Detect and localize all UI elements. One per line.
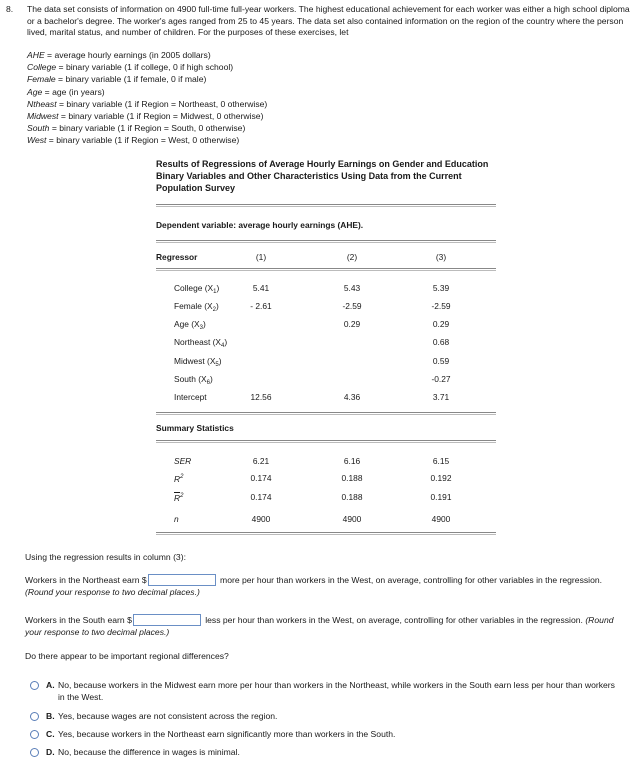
- divider: [156, 412, 496, 415]
- radio-c[interactable]: [30, 730, 39, 739]
- table-cell: 0.188: [341, 473, 363, 483]
- def-west: West = binary variable (1 if Region = West, 0 otherwise): [27, 135, 240, 146]
- option-letter: B.: [46, 711, 55, 721]
- table-cell: 0.29: [343, 319, 361, 329]
- table-cell: 3.71: [432, 392, 450, 402]
- row-label-female: Female $(X_2)$: [174, 301, 219, 313]
- table-cell: 0.191: [430, 492, 452, 502]
- divider: [156, 240, 496, 243]
- table-cell: 5.43: [343, 283, 361, 293]
- row-label-age: Age $(X_3)$: [174, 319, 206, 331]
- def-south: South = binary variable (1 if Region = South, 0 otherwise): [27, 123, 246, 134]
- table-cell: 0.188: [341, 492, 363, 502]
- radio-b[interactable]: [30, 712, 39, 721]
- question-intro: The data set consists of information on 4900 full-time full-year workers. The highest educational achievement for each worker was either a high school diploma or a bachelor's degree. The worker's ages ranged from 25 to 45 years. The data set also contained information on the region of the country where the person lived, marital status, and number of children. For the purposes of these exercises, let: [27, 4, 630, 38]
- column-header-3: (3): [435, 252, 447, 262]
- table-cell: 0.68: [432, 337, 450, 347]
- table-cell: 6.21: [252, 456, 270, 466]
- divider: [156, 204, 496, 207]
- option-text: Yes, because workers in the Northeast earn significantly more than workers in the South.: [58, 729, 396, 739]
- south-answer-input[interactable]: [133, 614, 201, 626]
- row-label-northeast: Northeast $(X_4)$: [174, 337, 228, 349]
- instruction-text: Using the regression results in column (3):: [25, 552, 186, 562]
- row-label-r-squared: $R^2$: [174, 474, 184, 484]
- table-cell: 6.15: [432, 456, 450, 466]
- row-label-intercept: Intercept: [174, 392, 207, 402]
- regressor-header: Regressor: [156, 252, 198, 262]
- table-cell: 5.39: [432, 283, 450, 293]
- question-northeast: Workers in the Northeast earn $ more per hour than workers in the West, on average, controlling for other variables in the regression. (Round your response to two decimal places.): [25, 575, 603, 597]
- column-header-2: (2): [346, 252, 358, 262]
- option-text: No, because workers in the Midwest earn more per hour than workers in the Northeast, while workers in the South earn less per hour than workers in the West.: [58, 680, 615, 702]
- row-label-midwest: Midwest $(X_5)$: [174, 356, 222, 368]
- table-cell: 4900: [431, 514, 451, 524]
- divider: [156, 440, 496, 443]
- table-cell: 6.16: [343, 456, 361, 466]
- def-female: Female = binary variable (1 if female, 0 if male): [27, 74, 207, 85]
- radio-a[interactable]: [30, 681, 39, 690]
- radio-d[interactable]: [30, 748, 39, 757]
- divider: [156, 532, 496, 535]
- column-header-1: (1): [255, 252, 267, 262]
- table-cell: 4900: [342, 514, 362, 524]
- table-cell: 12.56: [250, 392, 272, 402]
- def-ntheast: Ntheast = binary variable (1 if Region = Northeast, 0 otherwise): [27, 98, 268, 109]
- table-cell: 0.29: [432, 319, 450, 329]
- option-a[interactable]: [30, 680, 620, 706]
- row-label-n: n: [174, 514, 179, 524]
- table-cell: 0.174: [250, 473, 272, 483]
- table-cell: 0.192: [430, 473, 452, 483]
- table-title: Results of Regressions of Average Hourly Earnings on Gender and Education Binary Variables and Other Characteristics Using Data from the Current Population Survey: [156, 159, 489, 193]
- northeast-answer-input[interactable]: [148, 574, 216, 586]
- table-cell: -2.59: [431, 301, 451, 311]
- table-cell: -0.27: [431, 374, 451, 384]
- def-midwest: Midwest = binary variable (1 if Region = Midwest, 0 otherwise): [27, 111, 264, 122]
- question-south: Workers in the South earn $ less per hour than workers in the West, on average, controlling for other variables in the regression. (Round your response to two decimal places.): [25, 615, 614, 637]
- row-label-adjusted-r-squared: $\overline{R}^2$: [174, 493, 184, 503]
- option-text: No, because the difference in wages is minimal.: [58, 747, 240, 757]
- option-letter: D.: [46, 747, 55, 757]
- table-cell: 5.41: [252, 283, 270, 293]
- def-age: Age = age (in years): [27, 86, 105, 97]
- variable-definitions: [27, 49, 427, 147]
- row-label-ser: SER: [174, 456, 192, 466]
- option-text: Yes, because wages are not consistent across the region.: [58, 711, 278, 721]
- table-cell: 0.59: [432, 356, 450, 366]
- summary-header: Summary Statistics: [156, 423, 234, 433]
- option-letter: A.: [46, 680, 55, 690]
- table-cell: - 2.61: [250, 301, 272, 311]
- table-cell: 4900: [251, 514, 271, 524]
- option-letter: C.: [46, 729, 55, 739]
- table-cell: 4.36: [343, 392, 361, 402]
- row-label-south: South $(X_6)$: [174, 374, 213, 386]
- question-regional-differences: Do there appear to be important regional differences?: [25, 651, 229, 661]
- row-label-college: College $(X_1)$: [174, 283, 220, 295]
- question-number: 8.: [6, 4, 14, 14]
- def-college: College = binary variable (1 if college, 0 if high school): [27, 62, 234, 73]
- table-cell: -2.59: [342, 301, 362, 311]
- dependent-variable: Dependent variable: average hourly earnings (AHE).: [156, 220, 364, 230]
- table-cell: 0.174: [250, 492, 272, 502]
- def-ahe: AHE = average hourly earnings (in 2005 dollars): [27, 50, 211, 60]
- regression-table: [156, 159, 496, 524]
- divider: [156, 268, 496, 271]
